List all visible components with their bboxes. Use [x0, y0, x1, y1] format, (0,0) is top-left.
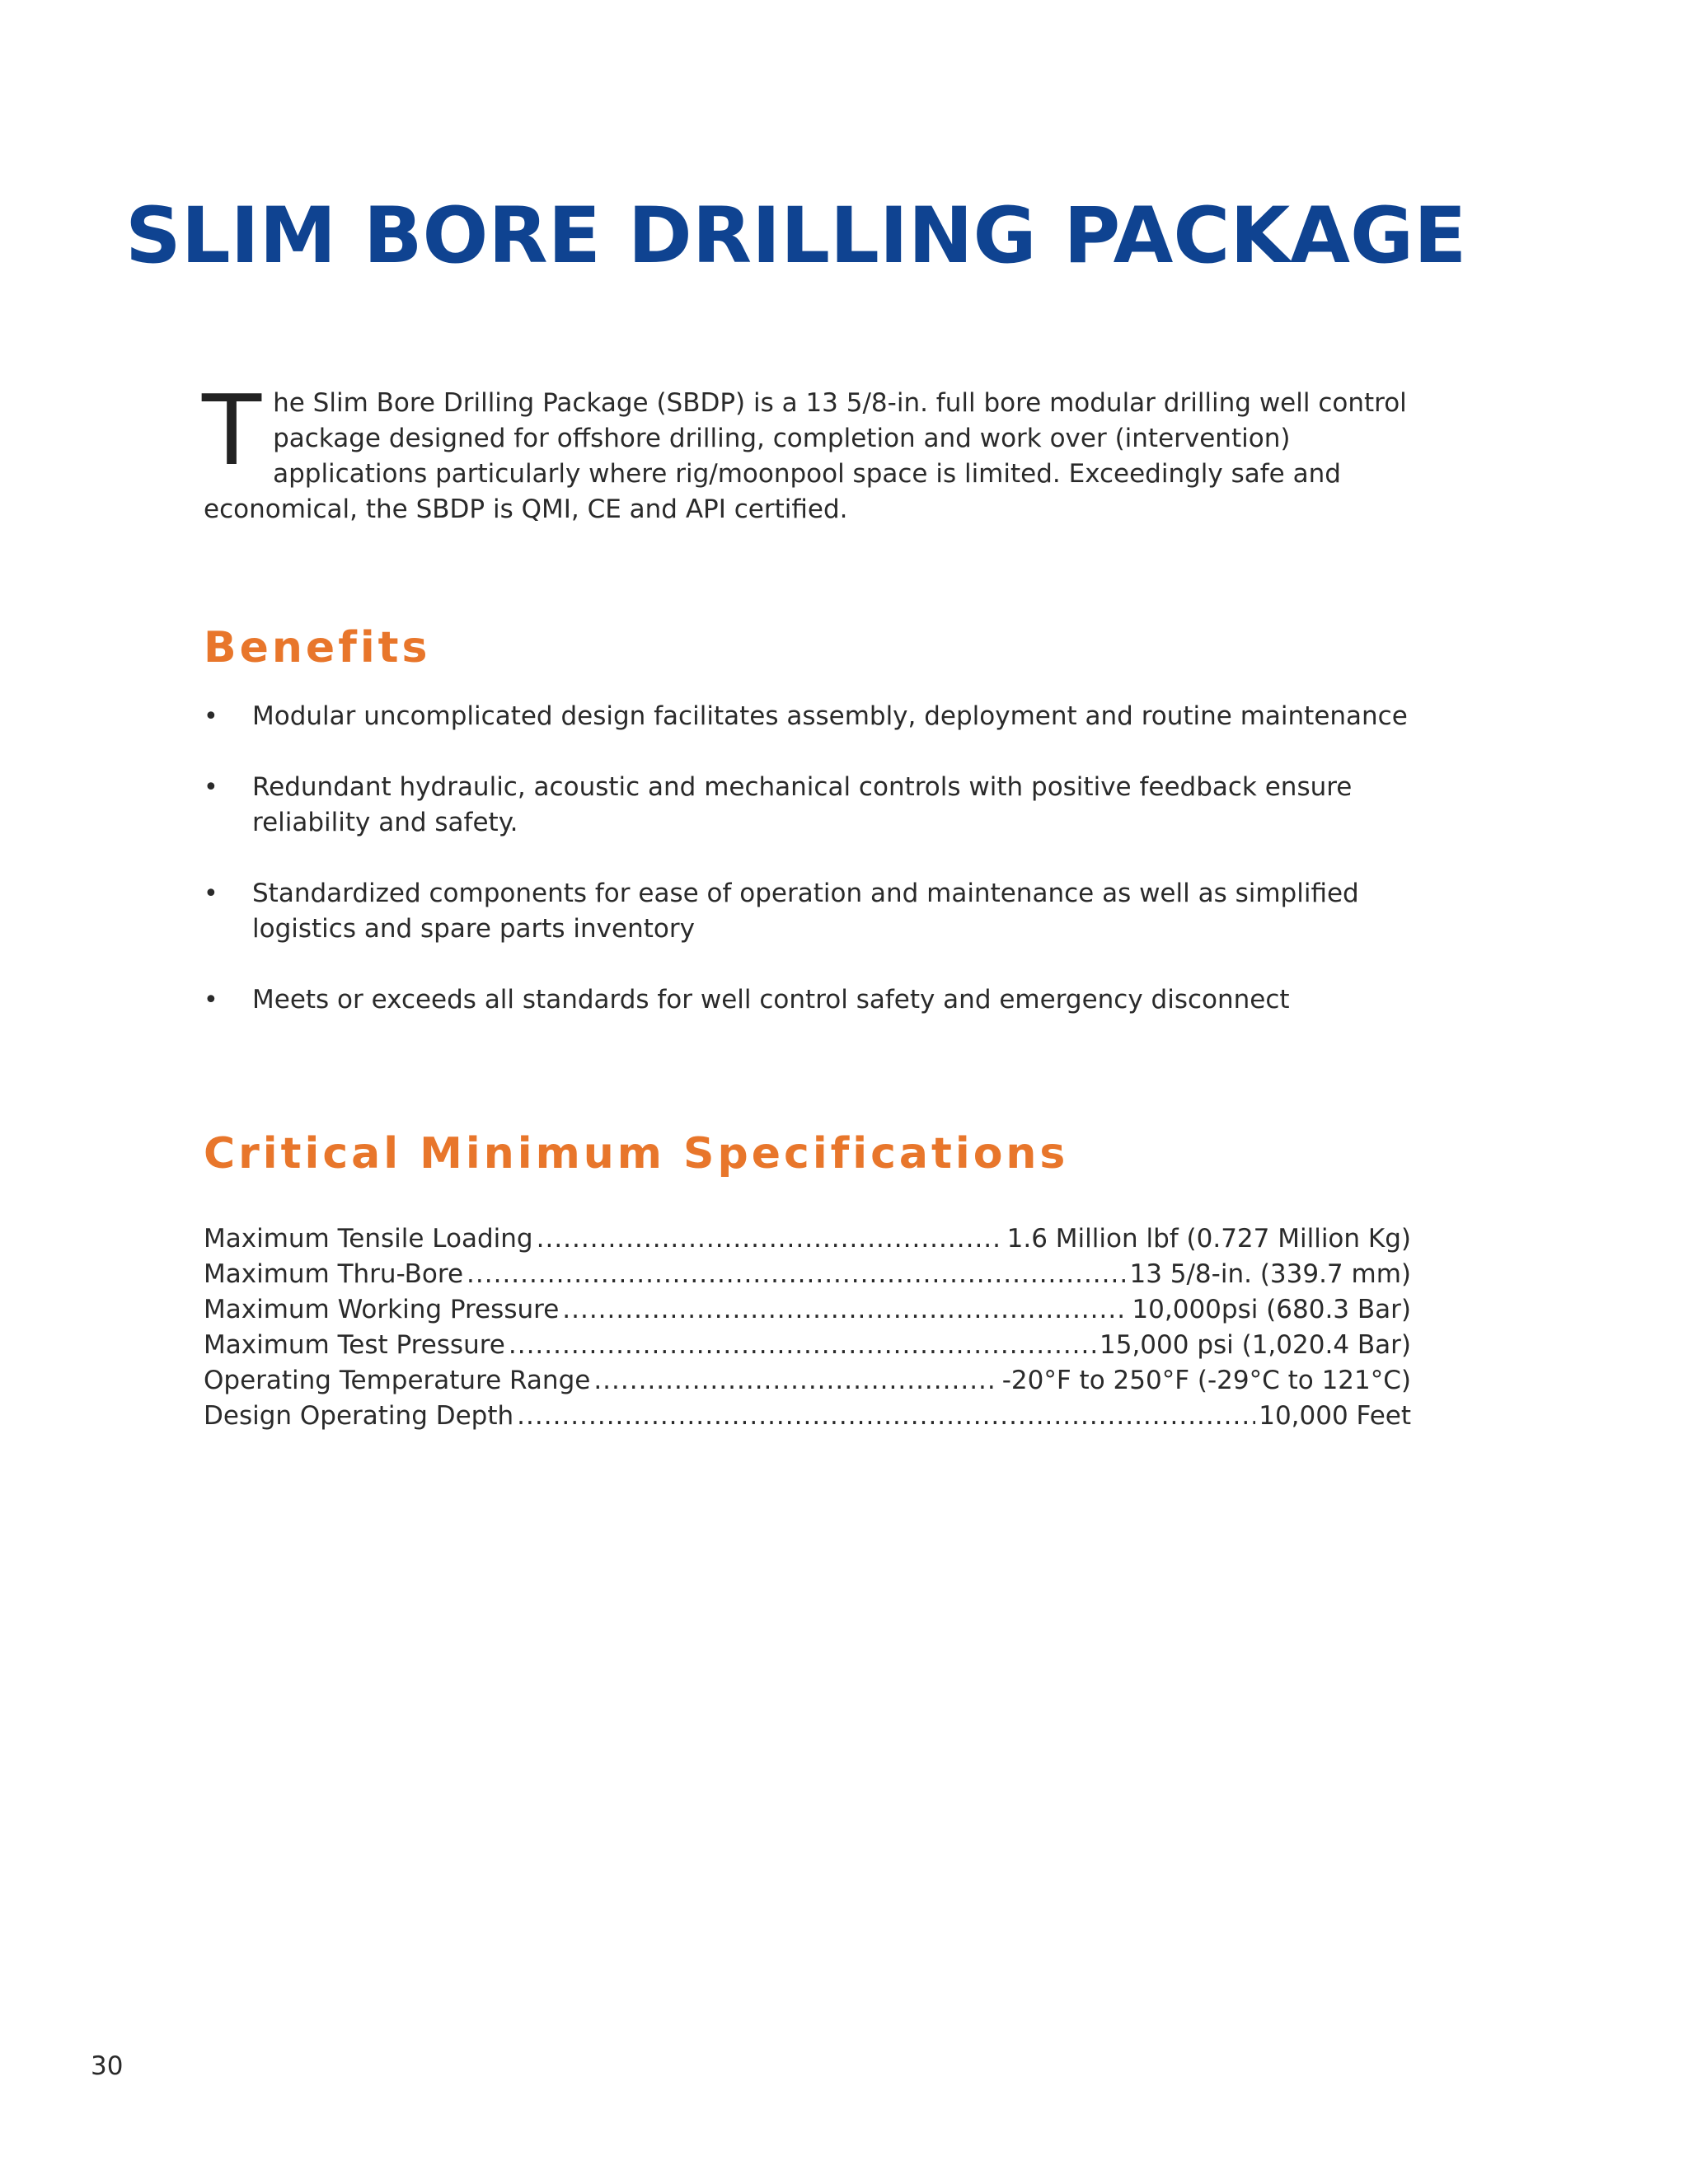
spec-value: 15,000 psi (1,020.4 Bar): [1100, 1330, 1411, 1360]
intro-text: he Slim Bore Drilling Package (SBDP) is a 13 5/8-in. full bore modular drilling well control package designed for offshore drilling, completion and work over (intervention) applications particularly where rig/moonpool space is limited. Exceedingly safe and economical, the SBDP is QMI, CE and API certified.: [204, 388, 1407, 524]
spec-row: [204, 1363, 1411, 1399]
intro-dropcap: T: [202, 373, 262, 487]
benefit-item: [204, 982, 1440, 1018]
spec-label: Design Operating Depth: [204, 1401, 514, 1431]
spec-row: [204, 1221, 1411, 1257]
benefit-item: [204, 876, 1440, 947]
spec-label: Maximum Thru-Bore: [204, 1259, 464, 1289]
spec-row: [204, 1399, 1411, 1434]
dot-leader: [517, 1399, 1255, 1434]
spec-row: [204, 1292, 1411, 1328]
intro-paragraph: [202, 373, 1415, 527]
dot-leader: [467, 1257, 1126, 1292]
benefit-text: Meets or exceeds all standards for well control safety and emergency disconnect: [252, 985, 1290, 1015]
spec-label: Maximum Tensile Loading: [204, 1224, 533, 1254]
spec-value: 1.6 Million lbf (0.727 Million Kg): [1006, 1224, 1411, 1254]
dot-leader: [593, 1363, 998, 1399]
benefit-text: Redundant hydraulic, acoustic and mechanical controls with positive feedback ensure reliability and safety.: [252, 772, 1353, 837]
benefit-item: [204, 770, 1440, 841]
dot-leader: [562, 1292, 1128, 1328]
spec-value: 10,000 Feet: [1259, 1401, 1411, 1431]
page-title: SLIM BORE DRILLING PACKAGE: [125, 191, 1467, 281]
specifications-table: [204, 1221, 1411, 1434]
spec-row: [204, 1328, 1411, 1363]
benefits-heading: Benefits: [204, 623, 431, 673]
bullet-icon: •: [204, 773, 218, 802]
spec-label: Maximum Working Pressure: [204, 1295, 560, 1324]
dot-leader: [537, 1221, 1004, 1257]
spec-label: Maximum Test Pressure: [204, 1330, 505, 1360]
page-number: 30: [91, 2051, 124, 2081]
specifications-heading: Critical Minimum Specifications: [204, 1129, 1069, 1179]
spec-value: 13 5/8-in. (339.7 mm): [1129, 1259, 1411, 1289]
bullet-icon: •: [204, 986, 218, 1015]
spec-row: [204, 1257, 1411, 1292]
benefit-item: [204, 699, 1440, 734]
benefits-list: [204, 699, 1440, 1053]
spec-value: -20°F to 250°F (-29°C to 121°C): [1001, 1366, 1411, 1395]
spec-value: 10,000psi (680.3 Bar): [1132, 1295, 1411, 1324]
bullet-icon: •: [204, 702, 218, 731]
dot-leader: [509, 1328, 1096, 1363]
bullet-icon: •: [204, 879, 218, 908]
benefit-text: Modular uncomplicated design facilitates assembly, deployment and routine maintenance: [252, 701, 1408, 731]
spec-label: Operating Temperature Range: [204, 1366, 591, 1395]
benefit-text: Standardized components for ease of operation and maintenance as well as simplified logistics and spare parts inventory: [252, 879, 1359, 944]
